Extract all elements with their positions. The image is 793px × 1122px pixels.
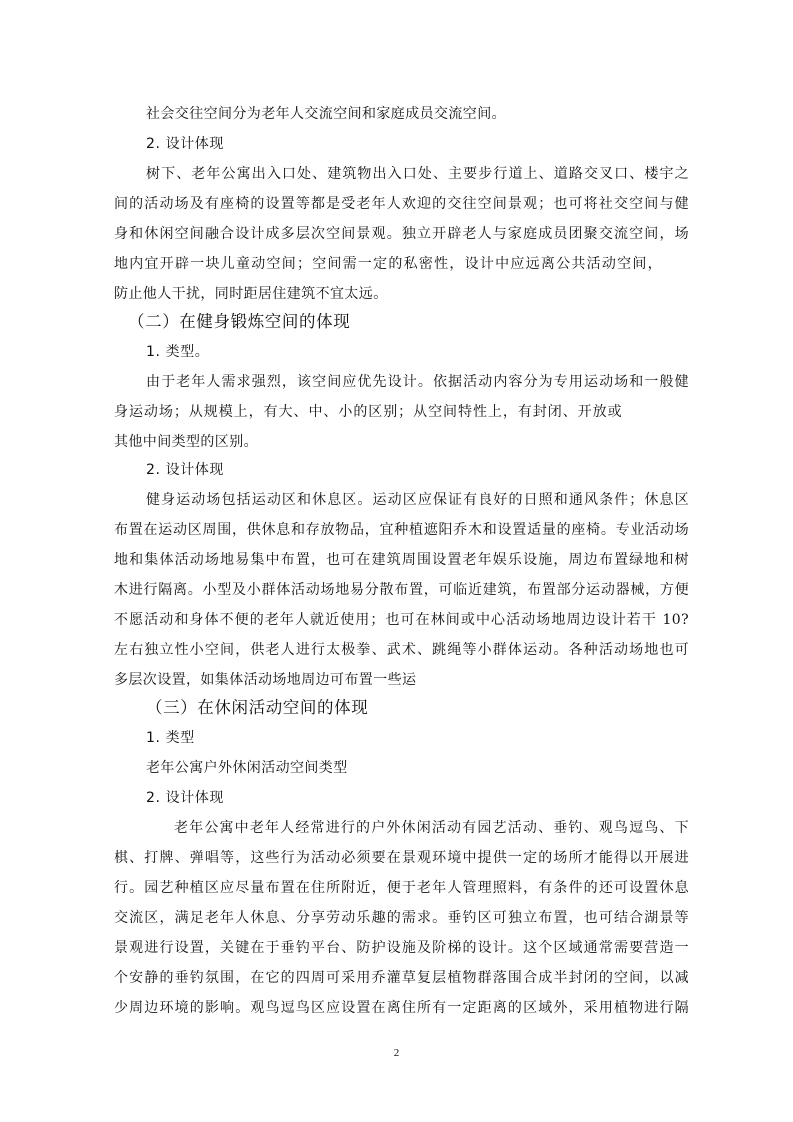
paragraph-line: 木进行隔离。小型及小群体活动场地易分散布置，可临近建筑，布置部分运动器械，方便 <box>114 582 689 598</box>
paragraph-line: 地内宜开辟一块儿童动空间；空间需一定的私密性，设计中应远离公共活动空间， <box>114 256 662 272</box>
social-intro-text: 社会交往空间分为老年人交流空间和家庭成员交流空间。 <box>146 106 506 122</box>
paragraph-line: 行。园艺种植区应尽量布置在住所附近，便于老年人管理照料，有条件的还可设置休息 <box>114 880 689 896</box>
leisure-design-subheading: 2. 设计体现 <box>146 790 225 806</box>
leisure-type-subheading: 1. 类型 <box>146 730 195 746</box>
paragraph-line: 由于老年人需求强烈，该空间应优先设计。依据活动内容分为专用运动场和一般健 <box>146 374 689 390</box>
paragraph-line: 交流区，满足老年人休息、分享劳动乐趣的需求。垂钓区可独立布置，也可结合湖景等 <box>114 910 689 926</box>
paragraph-line: 左右独立性小空间，供老人进行太极拳、武术、跳绳等小群体运动。各种活动场地也可 <box>114 642 689 658</box>
fitness-section-heading: （二）在健身锻炼空间的体现 <box>128 312 351 331</box>
paragraph-line: 少周边环境的影响。观鸟逗鸟区应设置在离住所有一定距离的区域外，采用植物进行隔 <box>114 1000 689 1016</box>
paragraph-line: 个安静的垂钓氛围，在它的四周可采用乔灌草复层植物群落围合成半封闭的空间，以减 <box>114 970 689 986</box>
fitness-design-subheading: 2. 设计体现 <box>146 462 225 478</box>
paragraph-line: 其他中间类型的区别。 <box>114 434 258 450</box>
paragraph-line: 景观进行设置，关键在于垂钓平台、防护设施及阶梯的设计。这个区域通常需要营造一 <box>114 940 689 956</box>
page-number: 2 <box>393 1047 400 1059</box>
paragraph-line: 健身运动场包括运动区和休息区。运动区应保证有良好的日照和通风条件；休息区 <box>146 492 689 508</box>
fitness-type-subheading: 1. 类型。 <box>146 344 210 360</box>
paragraph-line: 老年公寓中老年人经常进行的户外休闲活动有园艺活动、垂钓、观鸟逗鸟、下 <box>174 820 689 836</box>
paragraph-line: 多层次设置，如集体活动场地周边可布置一些运 <box>114 672 417 688</box>
paragraph-line: 防止他人干扰，同时距居住建筑不宜太远。 <box>114 286 388 302</box>
leisure-section-heading: （三）在休闲活动空间的体现 <box>146 698 369 717</box>
paragraph-line: 身运动场；从规模上，有大、中、小的区别；从空间特性上，有封闭、开放或 <box>114 404 622 420</box>
paragraph-line: 树下、老年公寓出入口处、建筑物出入口处、主要步行道上、道路交叉口、楼宇之 <box>146 166 689 182</box>
social-design-subheading: 2. 设计体现 <box>146 136 225 152</box>
paragraph-line: 身和休闲空间融合设计成多层次空间景观。独立开辟老人与家庭成员团聚交流空间，场 <box>114 226 689 242</box>
leisure-type-text: 老年公寓户外休闲活动空间类型 <box>146 760 348 776</box>
paragraph-line: 间的活动场及有座椅的设置等都是受老年人欢迎的交往空间景观；也可将社交空间与健 <box>114 196 689 212</box>
paragraph-line: 不愿活动和身体不便的老年人就近使用；也可在林间或中心活动场地周边设计若干 10? <box>114 612 689 628</box>
paragraph-line: 布置在运动区周围，供休息和存放物品，宜种植遮阳乔木和设置适量的座椅。专业活动场 <box>114 522 689 538</box>
paragraph-line: 地和集体活动场地易集中布置，也可在建筑周围设置老年娱乐设施，周边布置绿地和树 <box>114 552 689 568</box>
paragraph-line: 棋、打牌、弹唱等，这些行为活动必须要在景观环境中提供一定的场所才能得以开展进 <box>114 850 689 866</box>
